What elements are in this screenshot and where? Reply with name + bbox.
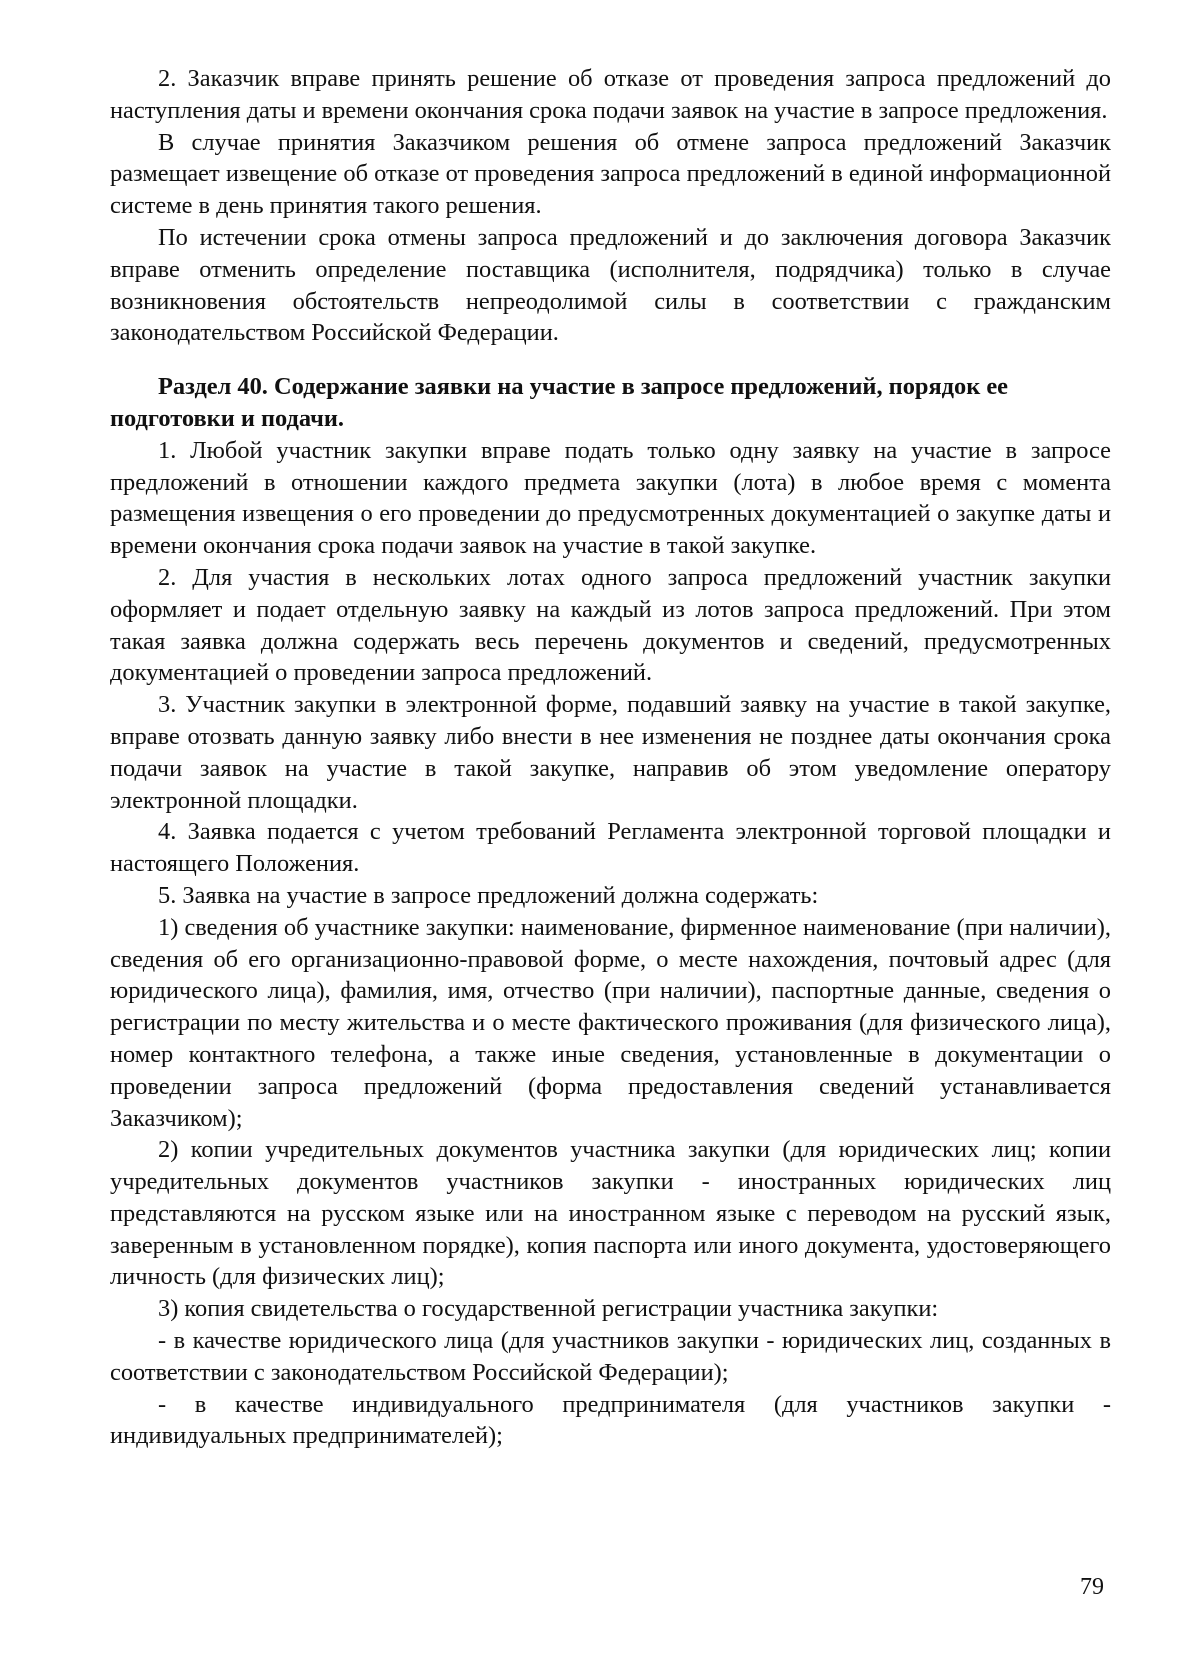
paragraph-dash-entrepreneur: - в качестве индивидуального предпринимателя (для участников закупки - индивидуальных предпринимателей);: [110, 1390, 1111, 1450]
paragraph-item-4: 4. Заявка подается с учетом требований Регламента электронной торговой площадки и настоящего Положения.: [110, 818, 1111, 878]
paragraph-refusal-right: 2. Заказчик вправе принять решение об отказе от проведения запроса предложений до наступления даты и времени окончания срока подачи заявок на участие в запросе предложения.: [110, 65, 1111, 124]
paragraph-subitem-1: 1) сведения об участнике закупки: наименование, фирменное наименование (при наличии), сведения об его организационно-правовой форме, о месте нахождения, почтовый адрес (для юридического лица), фамилия, имя, отчество (при наличии), паспортные данные, сведения о регистрации по месту жительства и о месте фактического проживания (для физического лица), номер контактного телефона, а также иные сведения, установленные в документации о проведении запроса предложений (форма предоставления сведений устанавливается Заказчиком);: [110, 913, 1111, 1132]
paragraph-item-3: 3. Участник закупки в электронной форме, подавший заявку на участие в такой закупке, вправе отозвать данную заявку либо внести в нее изменения не позднее даты окончания срока подачи заявок на участие в такой закупке, направив об этом уведомление оператору электронной площадки.: [110, 691, 1111, 814]
paragraph-force-majeure: По истечении срока отмены запроса предложений и до заключения договора Заказчик вправе отменить определение поставщика (исполнителя, подрядчика) только в случае возникновения обстоятельств непреодолимой силы в соответствии с гражданским законодательством Российской Федерации.: [110, 223, 1111, 347]
paragraph-subitem-2: 2) копии учредительных документов участника закупки (для юридических лиц; копии учредительных документов участников закупки - иностранных юридических лиц представляются на русском языке или на иностранном языке с переводом на русский язык, заверенным в установленном порядке), копия паспорта или иного документа, удостоверяющего личность (для физических лиц);: [110, 1136, 1111, 1291]
section-heading: Раздел 40. Содержание заявки на участие в запросе предложений, порядок ее подготовки и подачи.: [110, 373, 1009, 432]
paragraph-item-5: 5. Заявка на участие в запросе предложений должна содержать:: [158, 881, 819, 909]
paragraph-subitem-3: 3) копия свидетельства о государственной регистрации участника закупки:: [158, 1295, 939, 1323]
page-number: 79: [1080, 1574, 1104, 1600]
paragraph-cancellation-notice: В случае принятия Заказчиком решения об отмене запроса предложений Заказчик размещает извещение об отказе от проведения запроса предложений в единой информационной системе в день принятия такого решения.: [110, 128, 1111, 220]
paragraph-dash-legal-entity: - в качестве юридического лица (для участников закупки - юридических лиц, созданных в соответствии с законодательством Российской Федерации);: [110, 1327, 1111, 1386]
paragraph-item-1: 1. Любой участник закупки вправе подать только одну заявку на участие в запросе предложений в отношении каждого предмета закупки (лота) в любое время с момента размещения извещения о его проведении до предусмотренных документацией о закупке даты и времени окончания срока подачи заявок на участие в такой закупке.: [110, 436, 1111, 560]
document-body: [110, 63, 1111, 1452]
paragraph-item-2: 2. Для участия в нескольких лотах одного запроса предложений участник закупки оформляет и подает отдельную заявку на каждый из лотов запроса предложений. При этом такая заявка должна содержать весь перечень документов и сведений, предусмотренных документацией о проведении запроса предложений.: [110, 563, 1111, 687]
